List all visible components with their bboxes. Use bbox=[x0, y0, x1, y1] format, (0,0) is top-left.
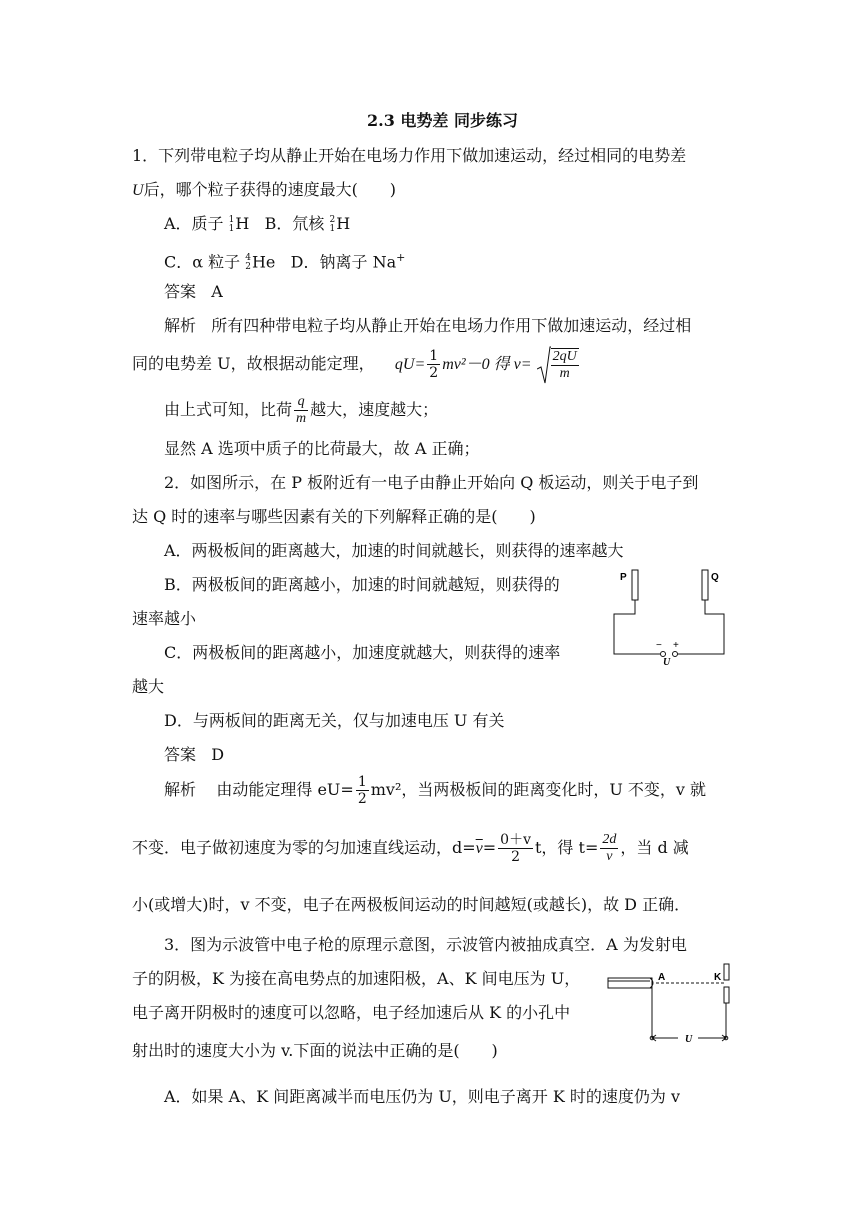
q1-option-a-symbol: H bbox=[235, 214, 250, 233]
q2-fig-label-plus: + bbox=[673, 640, 679, 651]
q2-analysis-line3: 小(或增大)时，v 不变，电子在两极板间运动的时间越短(或越长)，故 D 正确． bbox=[132, 895, 691, 914]
q2-analysis-text2c: ，当 d 减 bbox=[620, 838, 689, 857]
q1-option-b-nuclide: 2 1 bbox=[329, 214, 336, 234]
page-title: 2.3 电势差 同步练习 bbox=[367, 111, 518, 130]
q3-cathode-tube bbox=[608, 978, 652, 988]
q1-analysis-line1 bbox=[164, 315, 691, 337]
q2-answer-label: 答案 bbox=[164, 745, 197, 764]
q1-answer-value: A bbox=[211, 282, 223, 301]
q3-stem-line4: 射出时的速度大小为 v.下面的说法中正确的是( ) bbox=[132, 1041, 498, 1060]
q2-option-b-line1: B．两极板间的距离越小，加速的时间就越短，则获得的 bbox=[164, 575, 560, 594]
q3-fig-label-a: A bbox=[658, 972, 666, 983]
q1-option-c-nuclide: 4 2 bbox=[245, 252, 251, 272]
q3-anode-lower bbox=[724, 987, 729, 1003]
q2-option-c-line2: 越大 bbox=[132, 677, 165, 696]
q3-stem-line3: 电子离开阴极时的速度可以忽略，电子经加速后从 K 的小孔中 bbox=[132, 1003, 571, 1022]
q1-analysis-text3: 由上式可知，比荷 bbox=[164, 400, 293, 419]
q2-fig-label-p: P bbox=[620, 572, 627, 583]
q2-fig-label-u: U bbox=[663, 657, 671, 666]
q3-option-a: A．如果 A、K 间距离减半而电压仍为 U，则电子离开 K 时的速度仍为 v bbox=[164, 1087, 681, 1106]
q1-analysis-label: 解析 bbox=[164, 316, 197, 335]
q2-wire-left bbox=[614, 600, 660, 654]
q2-analysis-line1 bbox=[164, 770, 706, 810]
q1-analysis-text2: 同的电势差 U，故根据动能定理， bbox=[132, 354, 375, 373]
q2-analysis-label: 解析 bbox=[164, 780, 197, 799]
q2-analysis-text1b: mv²，当两极板间的距离变化时，U 不变，v 就 bbox=[370, 780, 707, 799]
q2-option-b-line2: 速率越小 bbox=[132, 609, 197, 628]
q2-plate-p bbox=[632, 570, 638, 600]
q1-analysis-frac-half: $\frac{1}{2}$ bbox=[429, 348, 439, 381]
q2-analysis-text2b: t，得 t= bbox=[535, 838, 599, 857]
q2-terminal-minus bbox=[661, 652, 666, 657]
q2-option-d: D．与两板间的距离无关，仅与加速电压 U 有关 bbox=[164, 711, 505, 730]
q1-analysis-frac-qm: $\frac{q}{m}$ bbox=[296, 394, 307, 426]
q1-option-d: D．钠离子 Na bbox=[290, 252, 397, 272]
q2-stem-line1: 2．如图所示，在 P 板附近有一电子由静止开始向 Q 板运动，则关于电子到 bbox=[164, 473, 699, 492]
q1-analysis-line3 bbox=[164, 390, 438, 430]
q1-option-c: C．α 粒子 bbox=[164, 252, 241, 272]
q3-fig-label-u: U bbox=[685, 1034, 693, 1045]
q2-answer bbox=[164, 744, 224, 766]
q1-stem-var-u: U bbox=[132, 182, 144, 199]
q2-answer-value: D bbox=[211, 745, 225, 764]
q1-option-a: A．质子 bbox=[164, 214, 224, 233]
q3-stem-line2: 子的阴极，K 为接在高电势点的加速阳极，A、K 间电压为 U， bbox=[132, 969, 581, 988]
q2-option-c-line1: C．两极板间的距离越小，加速度就越大，则获得的速率 bbox=[164, 643, 561, 662]
q2-fig-label-q: Q bbox=[711, 572, 719, 583]
q2-wire-right bbox=[678, 600, 724, 654]
q1-answer-label: 答案 bbox=[164, 282, 197, 301]
q1-option-b: B．氘核 bbox=[264, 214, 325, 233]
q1-option-c-symbol: He bbox=[251, 252, 276, 272]
q3-anode-upper bbox=[724, 964, 729, 980]
q1-option-b-symbol: H bbox=[336, 214, 351, 233]
q1-option-a-nuclide: 1 1 bbox=[228, 214, 235, 234]
q1-analysis-line4: 显然 A 选项中质子的比荷最大，故 A 正确； bbox=[164, 439, 480, 458]
q1-options-cd bbox=[164, 247, 405, 273]
q2-option-a: A．两极板间的距离越大，加速的时间就越长，则获得的速率越大 bbox=[164, 541, 624, 560]
q1-stem-line2 bbox=[132, 179, 396, 202]
q2-analysis-vbar: $\overline{v}$ bbox=[475, 840, 483, 857]
q1-analysis-eq: qU= bbox=[394, 356, 426, 373]
q2-fig-label-minus: − bbox=[656, 640, 662, 651]
q1-analysis-text1: 所有四种带电粒子均从静止开始在电场力作用下做加速运动，经过相 bbox=[211, 316, 692, 335]
q1-stem-line1: 1．下列带电粒子均从静止开始在电场力作用下做加速运动，经过相同的电势差 bbox=[132, 146, 687, 165]
q3-stem-line1: 3．图为示波管中电子枪的原理示意图，示波管内被抽成真空．A 为发射电 bbox=[164, 935, 687, 954]
q1-analysis-line2 bbox=[132, 344, 579, 385]
q2-analysis-text2: 不变．电子做初速度为零的匀加速直线运动，d= bbox=[132, 838, 476, 857]
q2-analysis-frac-avg: $\frac{0+v}{2}$ bbox=[500, 832, 531, 865]
q2-plate-q bbox=[702, 570, 708, 600]
q3-fig-label-k: K bbox=[714, 972, 722, 983]
q2-analysis-text1: 由动能定理得 eU= bbox=[216, 780, 354, 799]
q1-answer bbox=[164, 281, 223, 303]
q3-electron-gun-figure bbox=[606, 960, 740, 1050]
q1-analysis-sqrt: $\frac{2qU}{m}$ bbox=[537, 344, 579, 385]
q2-terminal-plus bbox=[673, 652, 678, 657]
q2-analysis-frac-t: $\frac{2d}{v}$ bbox=[602, 832, 617, 864]
q2-plates-figure bbox=[612, 566, 732, 666]
q1-analysis-text3b: 越大，速度越大； bbox=[310, 400, 439, 419]
q2-analysis-eq: = bbox=[482, 838, 497, 857]
q1-options-ab bbox=[164, 213, 350, 235]
q2-analysis-line2 bbox=[132, 826, 689, 871]
q1-stem-line2-text: 后，哪个粒子获得的速度最大( ) bbox=[143, 180, 397, 199]
q1-analysis-eq2: mv²－0 得 v= bbox=[442, 356, 532, 373]
q1-option-d-charge: + bbox=[396, 251, 406, 264]
q2-stem-line2: 达 Q 时的速率与哪些因素有关的下列解释正确的是( ) bbox=[132, 507, 536, 526]
q2-analysis-frac-half: $\frac{1}{2}$ bbox=[357, 774, 367, 807]
